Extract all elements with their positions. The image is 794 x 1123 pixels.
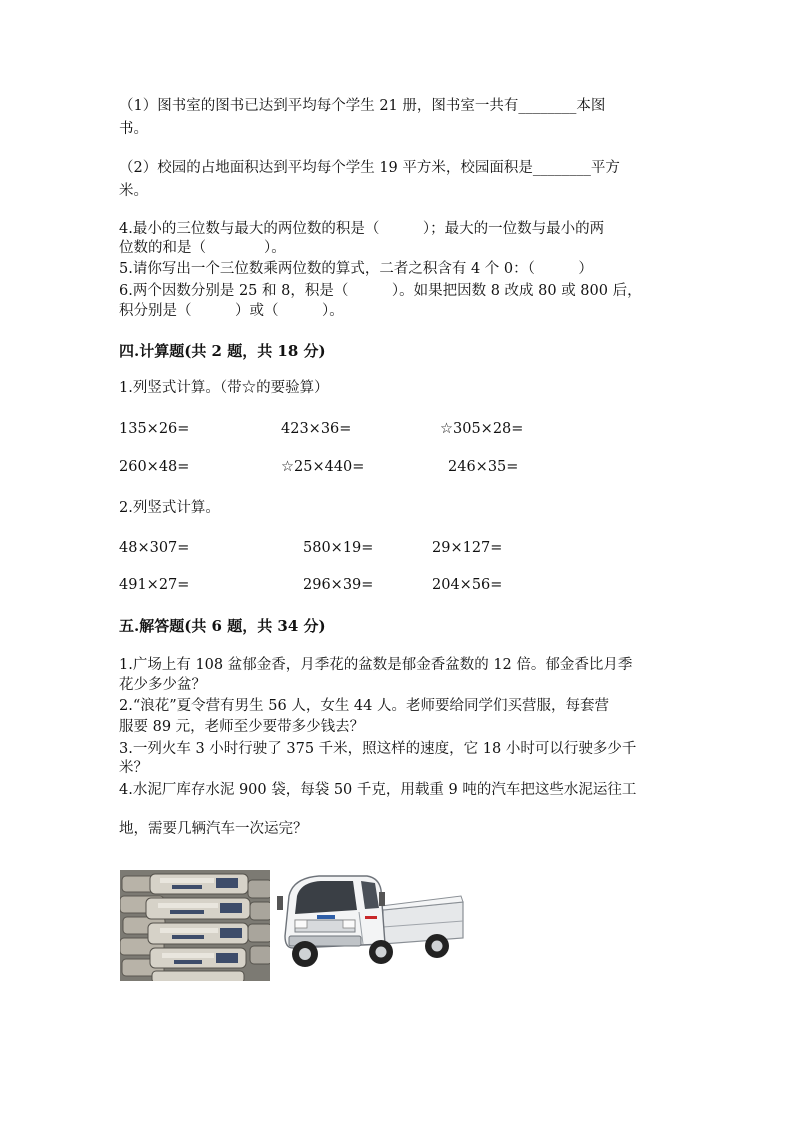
- fill-question-1-line2: 书。: [119, 121, 148, 137]
- fill-question-6-line1: 6.两个因数分别是 25 和 8，积是（ ）。如果把因数 8 改成 80 或 800 后，: [119, 283, 642, 299]
- calc-item: 204×56=: [432, 577, 503, 593]
- word-problem-4-line2: 地，需要几辆汽车一次运完？: [119, 821, 308, 837]
- section4-heading: 四.计算题(共 2 题，共 18 分): [119, 342, 326, 360]
- fill-question-4-line1: 4.最小的三位数与最大的两位数的积是（ ）；最大的一位数与最小的两: [119, 221, 605, 237]
- calc-item: 48×307=: [119, 540, 190, 556]
- calc-item: 246×35=: [448, 459, 519, 475]
- calc-item: 423×36=: [281, 421, 352, 437]
- word-problem-3-line1: 3.一列火车 3 小时行驶了 375 千米，照这样的速度，它 18 小时可以行驶多少千: [119, 741, 637, 757]
- calc-item: 491×27=: [119, 577, 190, 593]
- fill-question-2-line1: （2）校园的占地面积达到平均每个学生 19 平方米，校园面积是________平方: [119, 160, 620, 176]
- fill-question-4-line2: 位数的和是（ ）。: [119, 240, 286, 256]
- calc-item: 580×19=: [303, 540, 374, 556]
- calc-item: 135×26=: [119, 421, 190, 437]
- word-problem-4-line1: 4.水泥厂库存水泥 900 袋，每袋 50 千克，用载重 9 吨的汽车把这些水泥运往工: [119, 782, 637, 798]
- calc-item: 260×48=: [119, 459, 190, 475]
- fill-question-1-line1: （1）图书室的图书已达到平均每个学生 21 册，图书室一共有________本图: [119, 98, 606, 114]
- word-problem-3-line2: 米？: [119, 760, 148, 776]
- calc-item: 29×127=: [432, 540, 503, 556]
- section5-heading: 五.解答题(共 6 题，共 34 分): [119, 617, 326, 635]
- cement-bags-photo: [120, 870, 270, 981]
- fill-question-6-line2: 积分别是（ ）或（ ）。: [119, 303, 344, 319]
- word-problem-2-line1: 2.“浪花”夏令营有男生 56 人，女生 44 人。老师要给同学们买营服，每套营: [119, 698, 609, 714]
- calc-question-1-title: 1.列竖式计算。（带☆的要验算）: [119, 380, 329, 396]
- fill-question-5: 5.请你写出一个三位数乘两位数的算式，二者之积含有 4 个 0：（ ）: [119, 261, 593, 277]
- word-problem-1-line1: 1.广场上有 108 盆郁金香，月季花的盆数是郁金香盆数的 12 倍。郁金香比月季: [119, 657, 633, 673]
- calc-item: 296×39=: [303, 577, 374, 593]
- calc-question-2-title: 2.列竖式计算。: [119, 500, 220, 516]
- word-problem-1-line2: 花少多少盆？: [119, 677, 206, 693]
- truck-photo: [271, 866, 467, 981]
- calc-item-verify: ☆25×440=: [281, 459, 365, 475]
- word-problem-2-line2: 服要 89 元，老师至少要带多少钱去？: [119, 719, 365, 735]
- fill-question-2-line2: 米。: [119, 183, 148, 199]
- calc-item-verify: ☆305×28=: [440, 421, 524, 437]
